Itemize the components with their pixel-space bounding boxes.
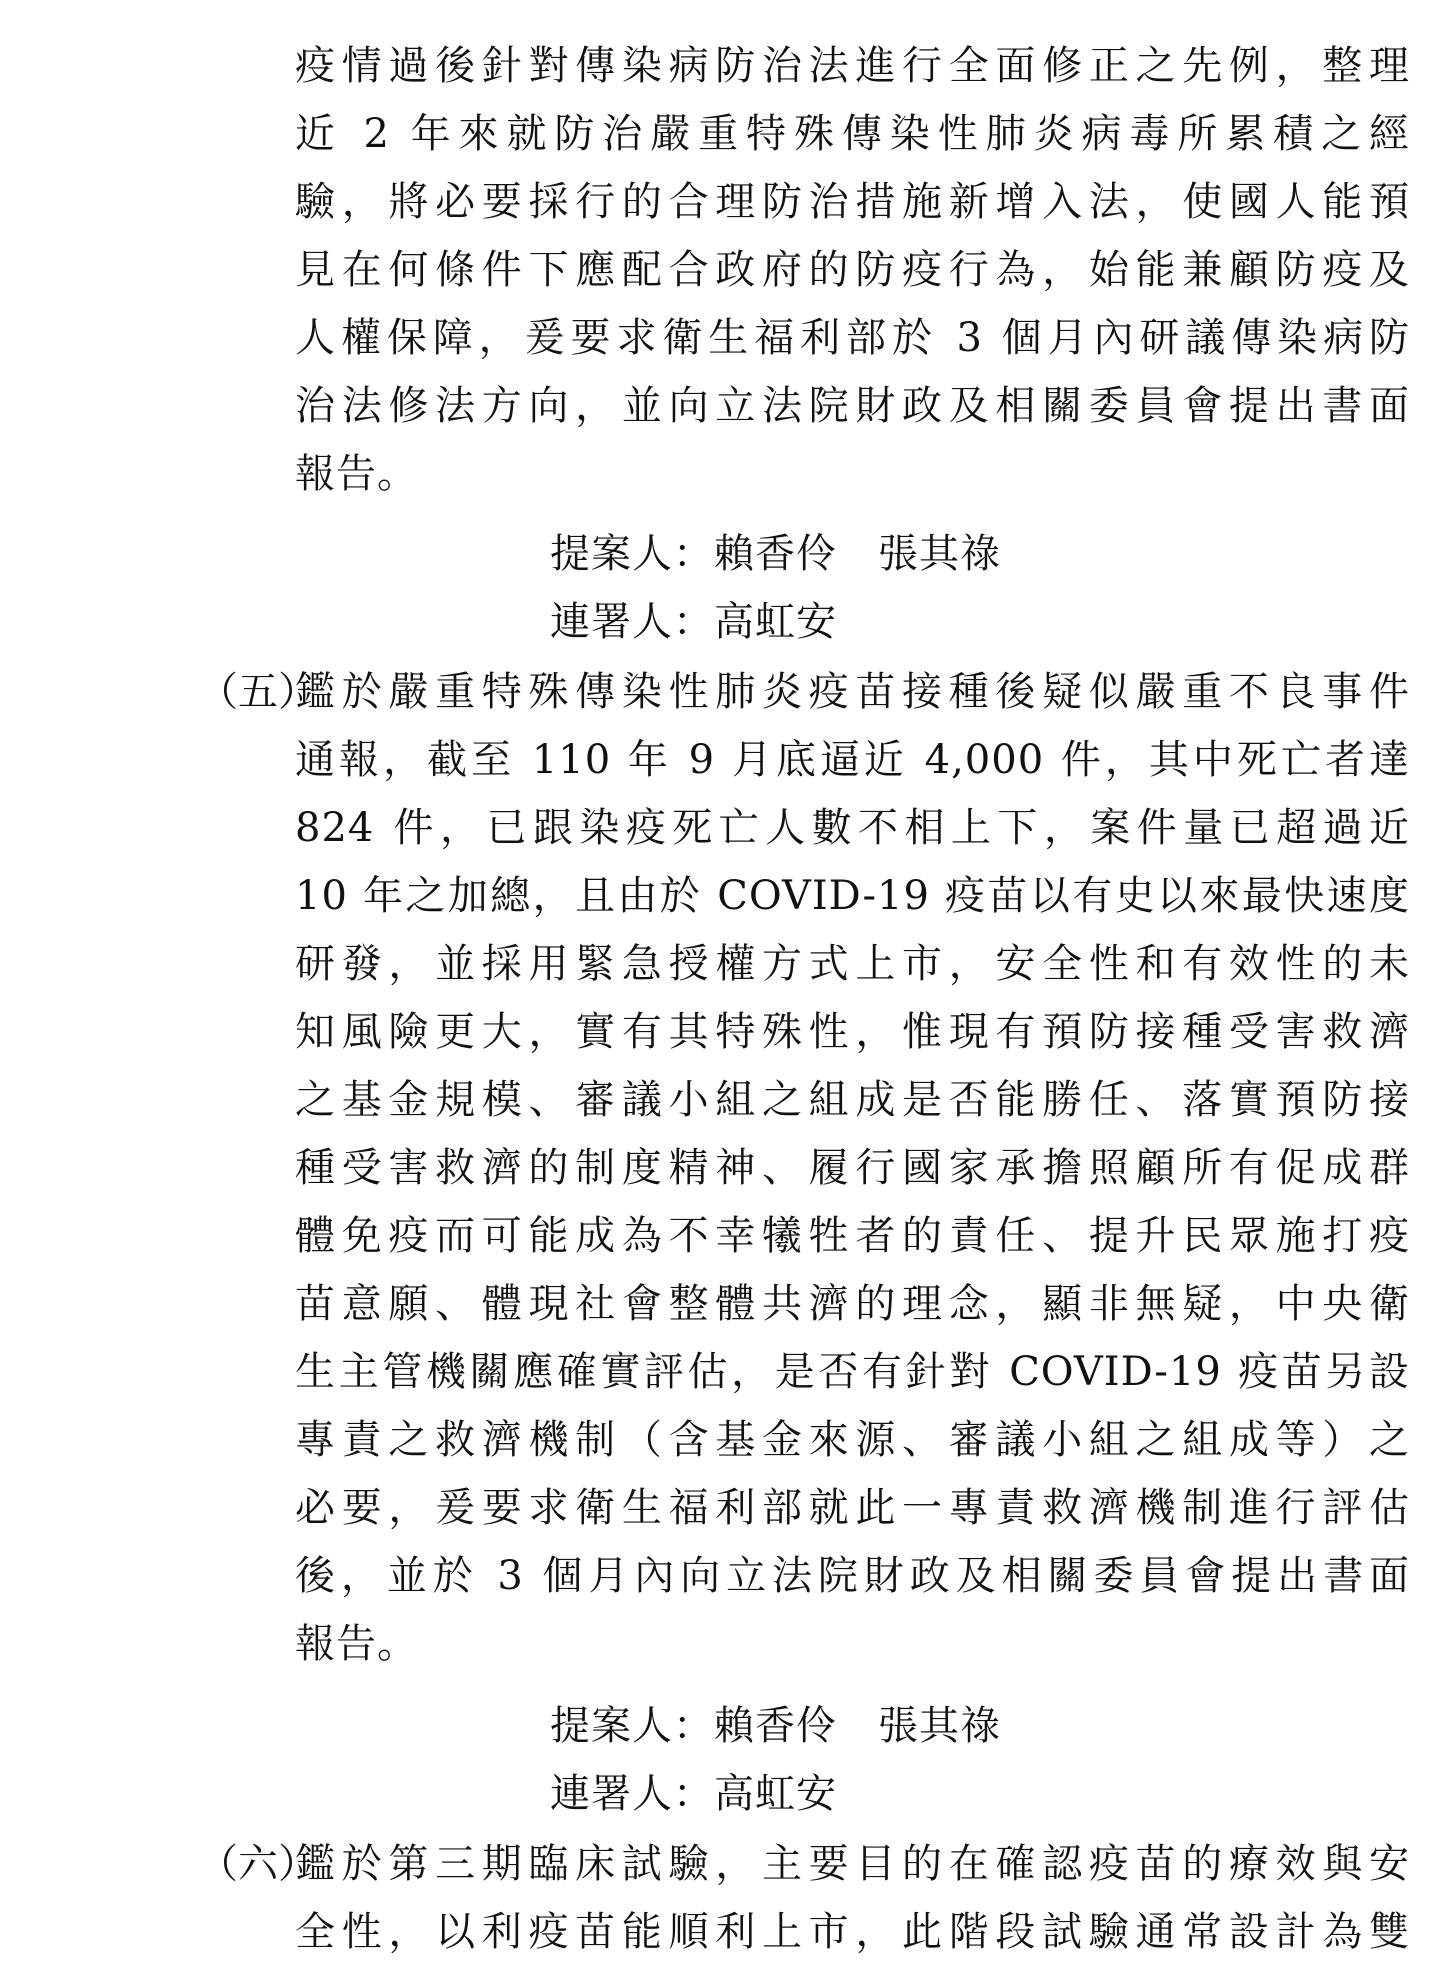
- text-line: 全性，以利疫苗能順利上市，此階段試驗通常設計為雙: [295, 1909, 1410, 1955]
- text-line: 鑑於嚴重特殊傳染性肺炎疫苗接種後疑似嚴重不良事件: [295, 669, 1410, 715]
- text-line: 專責之救濟機制（含基金來源、審議小組之組成等）之: [295, 1417, 1410, 1463]
- text-line: 之基金規模、審議小組之組成是否能勝任、落實預防接: [295, 1077, 1410, 1123]
- text-line: 研發，並採用緊急授權方式上市，安全性和有效性的未: [295, 941, 1410, 987]
- text-line: 見在何條件下應配合政府的防疫行為，始能兼顧防疫及: [295, 247, 1410, 293]
- text-line: 鑑於第三期臨床試驗，主要目的在確認疫苗的療效與安: [295, 1841, 1410, 1887]
- cosigner-line: 連署人：高虹安: [550, 1771, 837, 1817]
- text-line: 生主管機關應確實評估，是否有針對 COVID-19 疫苗另設: [295, 1349, 1410, 1395]
- cosigner-line: 連署人：高虹安: [550, 599, 837, 645]
- text-line: 必要，爰要求衛生福利部就此一專責救濟機制進行評估: [295, 1485, 1410, 1531]
- text-line: 苗意願、體現社會整體共濟的理念，顯非無疑，中央衛: [295, 1281, 1410, 1327]
- item-number: （五）: [198, 669, 318, 715]
- text-line: 報告。: [295, 451, 418, 497]
- item-number: （六）: [198, 1841, 318, 1887]
- text-line: 體免疫而可能成為不幸犧牲者的責任、提升民眾施打疫: [295, 1213, 1410, 1259]
- text-line: 知風險更大，實有其特殊性，惟現有預防接種受害救濟: [295, 1009, 1410, 1055]
- text-line: 通報，截至 110 年 9 月底逼近 4,000 件，其中死亡者達: [295, 737, 1410, 783]
- text-line: 種受害救濟的制度精神、履行國家承擔照顧所有促成群: [295, 1145, 1410, 1191]
- proposer-line: 提案人：賴香伶 張其祿: [550, 531, 1001, 577]
- text-line: 10 年之加總，且由於 COVID-19 疫苗以有史以來最快速度: [295, 873, 1410, 919]
- text-line: 後，並於 3 個月內向立法院財政及相關委員會提出書面: [295, 1553, 1410, 1599]
- text-line: 824 件，已跟染疫死亡人數不相上下，案件量已超過近: [295, 805, 1410, 851]
- text-line: 治法修法方向，並向立法院財政及相關委員會提出書面: [295, 383, 1410, 429]
- proposer-line: 提案人：賴香伶 張其祿: [550, 1703, 1001, 1749]
- text-line: 近 2 年來就防治嚴重特殊傳染性肺炎病毒所累積之經: [295, 111, 1410, 157]
- text-line: 報告。: [295, 1621, 418, 1667]
- text-line: 疫情過後針對傳染病防治法進行全面修正之先例，整理: [295, 43, 1410, 89]
- text-line: 驗，將必要採行的合理防治措施新增入法，使國人能預: [295, 179, 1410, 225]
- text-line: 人權保障，爰要求衛生福利部於 3 個月內研議傳染病防: [295, 315, 1410, 361]
